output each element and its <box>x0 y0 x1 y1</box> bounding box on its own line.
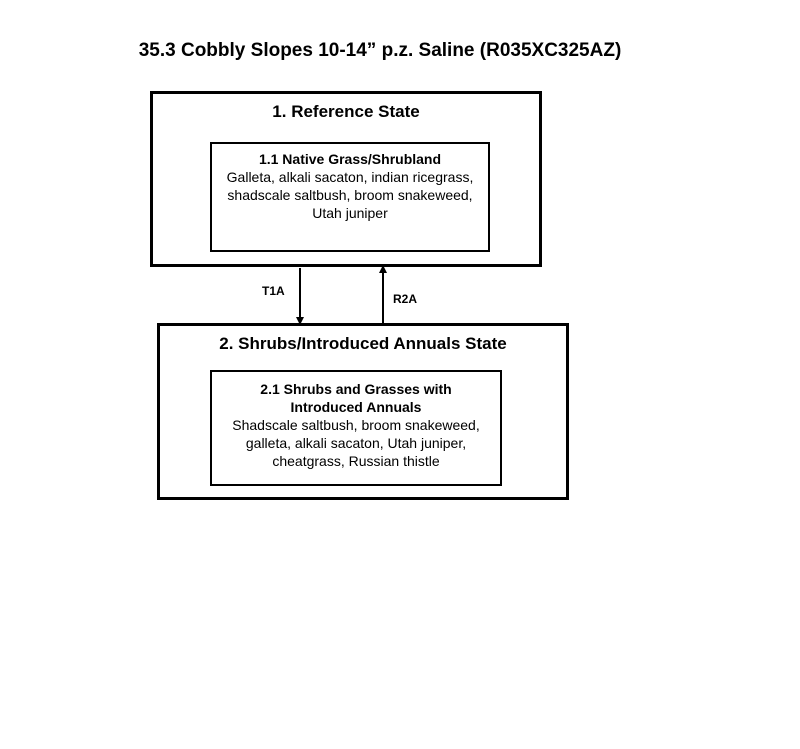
community-species-line: shadscale saltbush, broom snakeweed, <box>227 187 473 203</box>
community-title: 2.1 Shrubs and Grasses with Introduced Annuals <box>260 381 452 415</box>
community-species-line: Utah juniper <box>312 205 388 221</box>
state-title: 2. Shrubs/Introduced Annuals State <box>219 334 507 353</box>
community-species-line: cheatgrass, Russian thistle <box>272 453 440 469</box>
community-species-line: Galleta, alkali sacaton, indian ricegrass, <box>226 169 474 185</box>
state-title: 1. Reference State <box>272 102 420 121</box>
transition-label-t1a: T1A <box>262 284 285 298</box>
community-title: 1.1 Native Grass/Shrubland <box>258 151 442 167</box>
community-species-line: galleta, alkali sacaton, Utah juniper, <box>245 435 467 451</box>
community-species-line: Shadscale saltbush, broom snakeweed, <box>232 417 480 433</box>
diagram-title: 35.3 Cobbly Slopes 10-14” p.z. Saline (R035XC325AZ) <box>138 40 622 61</box>
transition-label-r2a: R2A <box>393 292 418 306</box>
